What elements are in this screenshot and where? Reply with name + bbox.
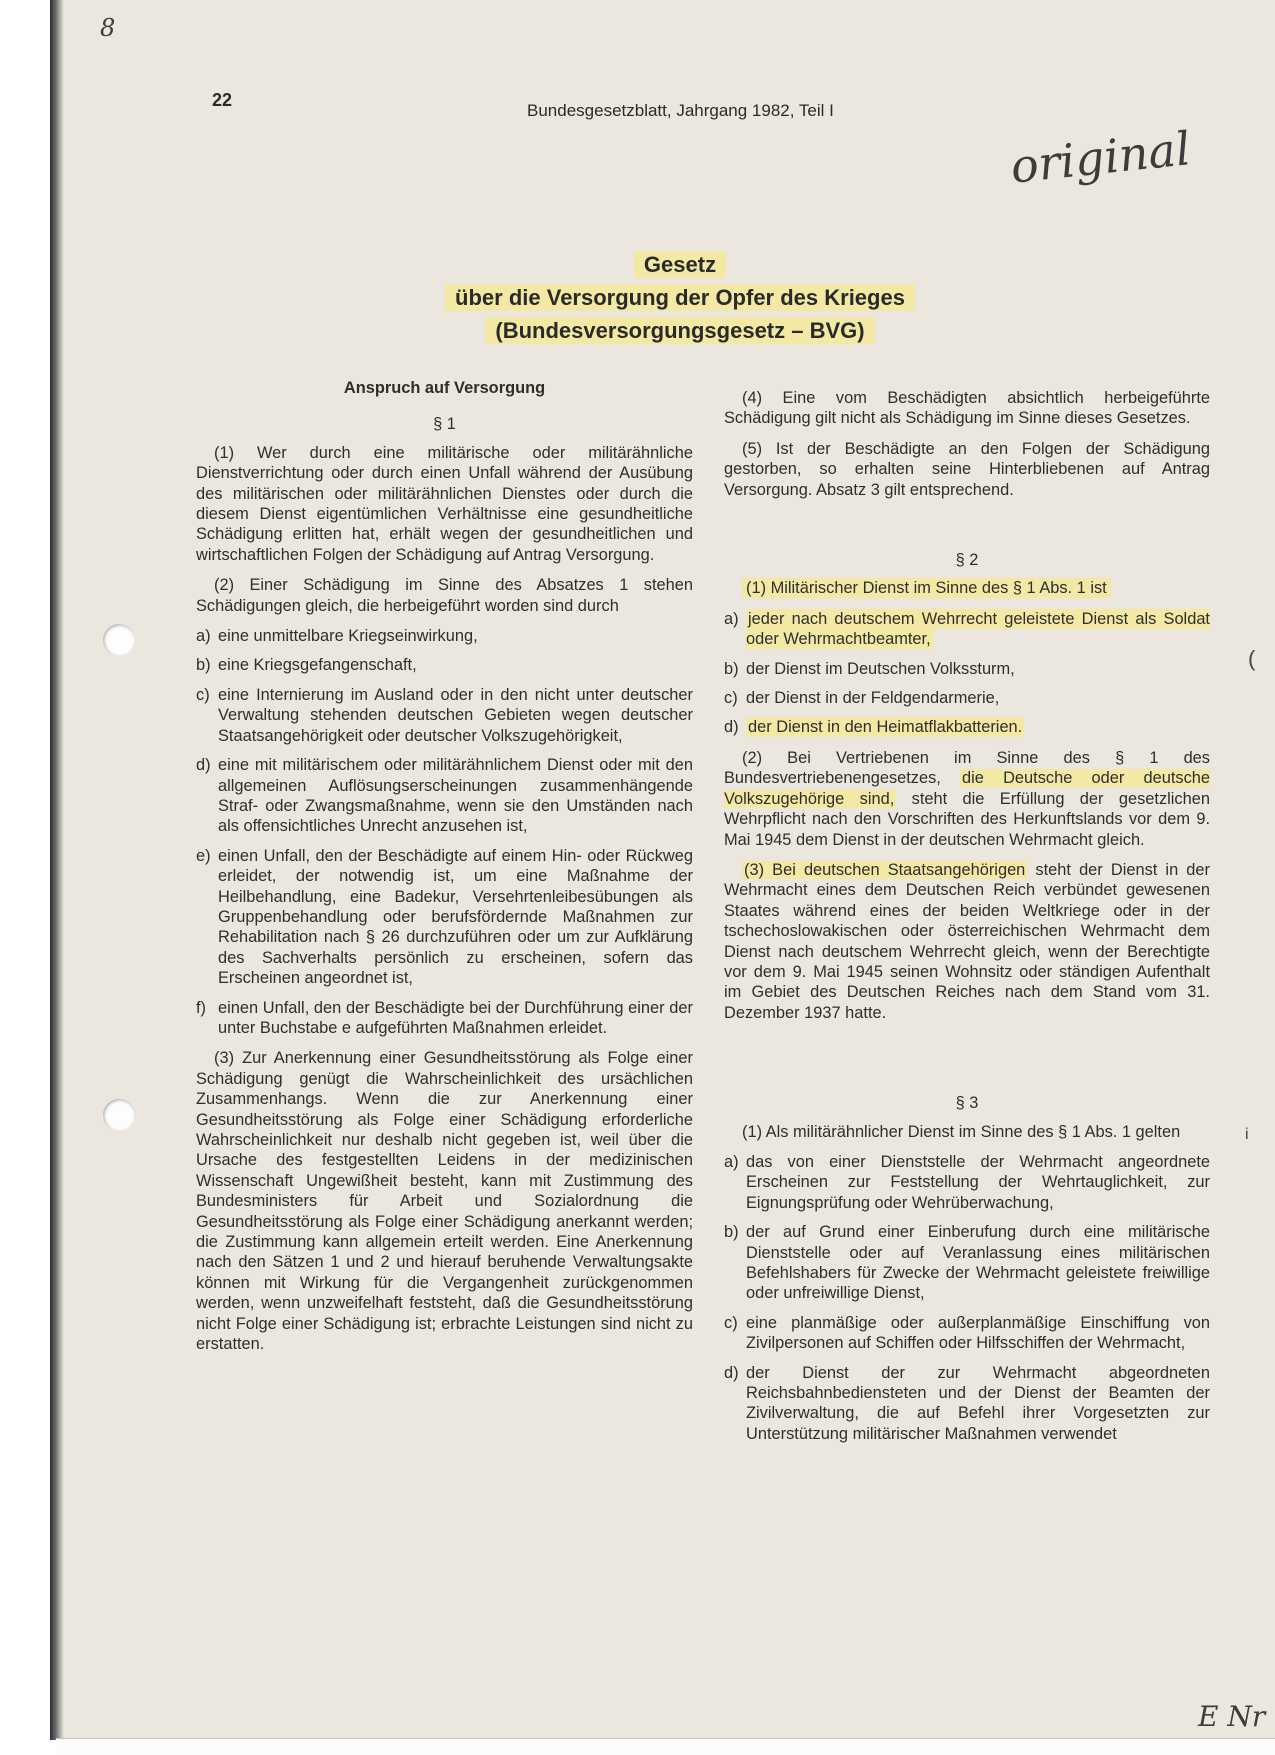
list-item: d) der Dienst in den Heimatflakbatterien.	[724, 718, 1023, 737]
left-column	[196, 378, 693, 1364]
list-item: f) einen Unfall, den der Beschädigte bei der Durchführung einer der unter Buchstabe e aufgeführten Maßnahmen erleidet.	[196, 998, 693, 1037]
title-line-1: Gesetz	[634, 251, 726, 278]
list-item: d) eine mit militärischem oder militärähnlichem Dienst oder mit den allgemeinen Auflösungserscheinungen zusammenhängende Straf- oder Zwangsmaßnahme, wenn sie den Umständen nach als offensichtliches Unrecht anzusehen ist,	[196, 756, 693, 836]
punch-hole-lower	[103, 1099, 135, 1131]
list-item: b) der auf Grund einer Einberufung durch eine militärische Dienststelle oder auf Veranlassung eines militärischen Befehlshabers für Zwecke der Wehrmacht geleistete freiwillige oder unfreiwillige Dienst,	[724, 1223, 1210, 1303]
s1-paragraph-1: (1) Wer durch eine militärische oder militärähnliche Dienstverrichtung oder durch einen Unfall während der Ausübung des militärischen oder militärähnlichen Dienstes oder durch die diesem Dienst eigentümlichen Verhältnisse eine gesundheitliche Schädigung erlitten hat, erhält wegen der gesundheitlichen und wirtschaftlichen Folgen der Schädigung auf Antrag Versorgung.	[196, 443, 693, 564]
s2-paragraph-2: (2) Bei Vertriebenen im Sinne des § 1 des Bundesvertriebenengesetzes, die Deutsche oder deutsche Volkszugehörige sind, steht die Erfüllung der gesetzlichen Wehrpflicht nach den Vorschriften des Herkunftslands vor dem 9. Mai 1945 dem Dienst in der deutschen Wehrmacht gleich.	[724, 748, 1211, 849]
list-item: b) eine Kriegsgefangenschaft,	[196, 656, 417, 675]
law-title	[380, 248, 980, 347]
margin-mark-tick: i	[1245, 1126, 1249, 1143]
s3-list	[724, 1152, 1210, 1444]
journal-header: Bundesgesetzblatt, Jahrgang 1982, Teil I	[527, 101, 834, 120]
section-3-label: § 3	[955, 1094, 979, 1113]
title-line-2: über die Versorgung der Opfer des Krieges	[445, 284, 915, 311]
s1-paragraph-3: (3) Zur Anerkennung einer Gesundheitsstörung als Folge einer Schädigung genügt die Wahrscheinlichkeit des ursächlichen Zusammenhangs. Wenn die zur Anerkennung einer Gesundheitsstörung als Folge einer Schädigung erforderliche Wahrscheinlichkeit nur deshalb nicht gegeben ist, weil über die Ursache des festgestellten Leidens in der medizinischen Wissenschaft Ungewißheit besteht, kann mit Zustimmung des Bundesministers für Arbeit und Sozialordnung die Gesundheitsstörung als Folge einer Schädigung anerkannt werden; die Zustimmung kann allgemein erteilt werden. Eine Anerkennung nach den Sätzen 1 und 2 und hierauf beruhende Verwaltungsakte können mit Wirkung für die Vergangenheit zurückgenommen werden, wenn unzweifelhaft feststeht, daß die Gesundheitsstörung nicht Folge einer Schädigung ist; erbrachte Leistungen sind nicht zu erstatten.	[196, 1049, 693, 1354]
list-item: c) eine Internierung im Ausland oder in den nicht unter deutscher Verwaltung stehenden deutschen Gebieten wegen deutscher Staatsangehörigkeit oder deutscher Volkszugehörigkeit,	[196, 685, 693, 745]
section-1-label: § 1	[433, 415, 456, 434]
page-number: 22	[212, 90, 233, 110]
list-item: a) jeder nach deutschem Wehrrecht geleistete Dienst als Soldat oder Wehrmachtbeamter,	[724, 609, 1210, 649]
title-line-3: (Bundesversorgungsgesetz – BVG)	[485, 317, 874, 344]
s1-paragraph-2: (2) Einer Schädigung im Sinne des Absatzes 1 stehen Schädigungen gleich, die herbeigeführt worden sind durch	[196, 576, 693, 615]
handwritten-bottom-note: E Nr	[1198, 1700, 1266, 1733]
s1-list	[196, 626, 693, 1038]
list-item: c) eine planmäßige oder außerplanmäßige Einschiffung von Zivilpersonen auf Schiffen oder Hilfsschiffen der Wehrmacht,	[724, 1313, 1210, 1353]
list-item: d) der Dienst der zur Wehrmacht abgeordneten Reichsbahnbediensteten und der Dienst der Beamten der Zivilverwaltung, die auf Befehl ihrer Vorgesetzten zur Unterstützung militärischer Maßnahmen verwendet	[724, 1363, 1210, 1443]
scan-left-edge	[50, 0, 64, 1740]
punch-hole-upper	[103, 624, 135, 656]
list-item: b) der Dienst im Deutschen Volkssturm,	[724, 659, 1015, 678]
margin-mark-bracket: (	[1248, 646, 1256, 671]
section-2-label: § 2	[955, 551, 979, 570]
list-item: c) der Dienst in der Feldgendarmerie,	[724, 689, 1000, 708]
s3-paragraph-1: (1) Als militärähnlicher Dienst im Sinne des § 1 Abs. 1 gelten	[742, 1122, 1181, 1141]
s1-paragraph-4: (4) Eine vom Beschädigten absichtlich herbeigeführte Schädigung gilt nicht als Schädigung im Sinne dieses Gesetzes.	[724, 389, 1210, 428]
s2-paragraph-1: (1) Militärischer Dienst im Sinne des § 1 Abs. 1 ist	[724, 578, 1210, 598]
handwritten-corner-note: 8	[100, 14, 116, 42]
section-heading: Anspruch auf Versorgung	[343, 379, 546, 397]
list-item: a) eine unmittelbare Kriegseinwirkung,	[196, 627, 478, 646]
scan-bottom-edge	[56, 1738, 1275, 1755]
s1-paragraph-5: (5) Ist der Beschädigte an den Folgen der Schädigung gestorben, so erhalten seine Hinterbliebenen auf Antrag Versorgung. Absatz 3 gilt entsprechend.	[724, 439, 1210, 499]
right-column	[724, 388, 1210, 1454]
s2-paragraph-3: (3) Bei deutschen Staatsangehörigen steht der Dienst in der Wehrmacht eines dem Deutschen Reich verbündet gewesenen Staates während eines der beiden Weltkriege oder in der tschechoslowakischen oder österreichischen Wehrmacht dem Dienst nach deutschem Wehrrecht gleich, wenn der Berechtigte vor dem 9. Mai 1945 seinen Wohnsitz oder ständigen Aufenthalt im Gebiet des Deutschen Reiches nach dem Stand vom 31. Dezember 1937 hatte.	[724, 860, 1210, 1022]
list-item: e) einen Unfall, den der Beschädigte auf einem Hin- oder Rückweg erleidet, der notwendig ist, um eine Maßnahme der Heilbehandlung, eine Badekur, Versehrtenleibesübungen als Gruppenbehandlung oder berufsfördernde Maßnahmen zur Rehabilitation nach § 26 durchzuführen oder um zur Aufklärung des Sachverhalts persönlich zu erscheinen, sofern das Erscheinen angeordnet ist,	[196, 846, 693, 988]
list-item: a) das von einer Dienststelle der Wehrmacht angeordnete Erscheinen zur Feststellung der Wehrtauglichkeit, zur Eignungsprüfung oder Wehrüberwachung,	[724, 1152, 1210, 1212]
s2-list	[724, 609, 1210, 738]
handwritten-original-note: original	[1008, 121, 1193, 194]
